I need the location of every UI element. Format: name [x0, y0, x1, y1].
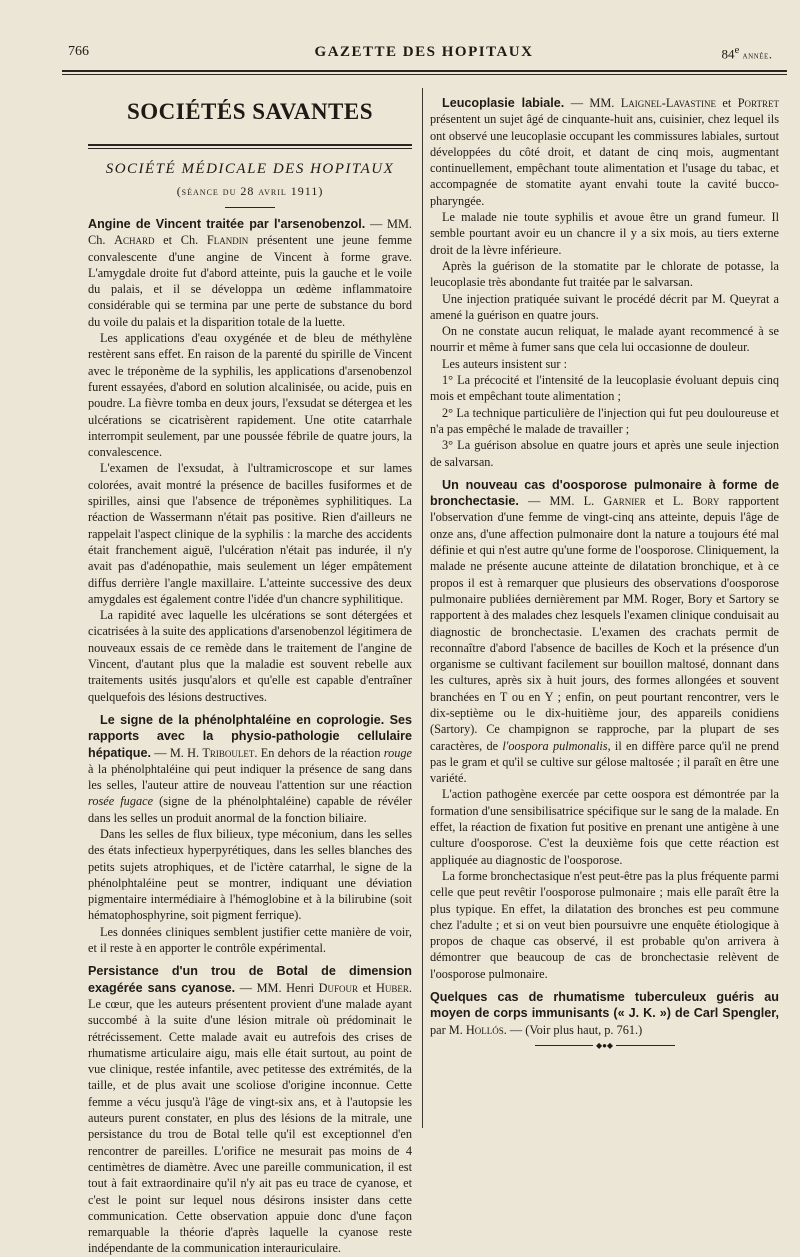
running-header	[60, 44, 788, 64]
end-ornament	[535, 1042, 675, 1050]
page-number: 766	[68, 44, 89, 59]
column-divider	[422, 88, 423, 1128]
author-name: Laignel-Lavastine	[620, 96, 717, 110]
author-name: Hollós	[465, 1022, 504, 1037]
section-rule-thick	[88, 144, 412, 146]
right-column	[430, 88, 779, 1050]
article-title: Persistance d'un trou de Botal de dimension exagérée sans cyanose.	[88, 964, 412, 995]
text-run: , il en diffère parce qu'il ne prend pas le gram et qu'il se cultive sur gélose maltosée ; il paraît en être une variété.	[430, 738, 780, 786]
article-paragraph	[430, 95, 779, 209]
text-run: — MM. L.	[518, 494, 604, 509]
short-rule	[225, 207, 275, 208]
left-column	[88, 90, 412, 1257]
year-word: année	[742, 50, 769, 62]
author-name: Dufour	[318, 980, 359, 995]
ornament-line	[616, 1045, 674, 1046]
text-run: (signe de la phénolphtaléine) capable de révéler dans les selles un produit anormal de la fonction biliaire.	[88, 794, 412, 825]
ornament-dots: ◆●◆	[595, 1040, 614, 1050]
article-phenolphthalein	[88, 712, 412, 956]
session-date: (séance du 28 avril 1911)	[176, 184, 324, 198]
article-title: Quelques cas de rhumatisme tuberculeux guéris au moyen de corps immunisants (« J. K. ») de Carl Spengler,	[430, 990, 779, 1021]
article-paragraph: Le malade nie toute syphilis et avoue être un grand fumeur. Il semble pourtant avoir eu un chancre il y a six mois, au tiers externe droit de la lèvre inférieure.	[430, 210, 779, 257]
italic-term: rosée fugace	[88, 794, 154, 809]
article-tuberculous-rheumatism	[430, 989, 779, 1038]
section-title: SOCIÉTÉS SAVANTES	[126, 99, 374, 124]
text-run: — MM. Henri	[235, 980, 319, 995]
article-botal-foramen	[88, 963, 412, 1256]
text-run: à la phénolphtaléine qui peut indiquer la présence de sang dans les selles, l'auteur attire de nouveau l'attention sur une réaction	[88, 761, 412, 793]
article-paragraph: Les données cliniques semblent justifier cette manière de voir, et il reste à en apporter le contrôle expérimental.	[88, 924, 412, 956]
section-rule-thin	[88, 148, 412, 149]
article-paragraph: Dans les selles de flux bilieux, type méconium, dans les selles des états infectieux hyperpyrétiques, dans les selles blanches des petits sujets atrophiques, et de l'ictère catarrhal, le signe de la phénolphtaléine peut se montrer, indiquant une déviation pigmentaire intermédiaire à l'hémoglobine et à la bilirubine (soit hématophosphyrine, soit pigment ferrique).	[88, 826, 412, 923]
header-rule-thick	[62, 70, 787, 72]
article-paragraph	[430, 989, 779, 1038]
text-run: . Le cœur, que les auteurs présentent provient d'une malade ayant succombé à la suite d'une lésion mitrale où prédominait le rétrécissement. Cette malade avait eu autrefois des crises de rhumatisme articulaire aigu, mais elle était surtout, au point de vue clinique, restée infantile, avec petitesse des extrémités, de la taille, et de plus avait une scoliose d'origine inconnue. Cette femme a vécu jusqu'à l'âge de vingt-six ans, et à l'autopsie les auteurs purent constater, en plus des lésions de la mitrale, une persistance du trou de Botal telle qu'il est exceptionnel d'en rencontrer de pareilles. L'orifice ne mesurait pas moins de 4 centimètres de diamètre. Avec une pareille communication, il est tout à fait extraordinaire qu'il n'y ait pas eu trace de cyanose, et c'est le point sur lequel nous désirons insister dans cette communication. Cette observation appuie donc d'une façon remarquable la théorie d'après laquelle la cyanose reste indépendante de la communication interauriculaire.	[88, 980, 412, 1256]
article-paragraph: La rapidité avec laquelle les ulcérations se sont détergées et cicatrisées à la suite des applications d'arsenobenzol légitimera de nouveaux essais de ce remède dans le traitement de l'angine de Vincent, d'autant plus que la maladie est souvent rebelle aux traitements usités jusqu'alors et qu'elle est capable d'entraîner quelquefois des lésions destructives.	[88, 608, 412, 704]
text-run: — MM. Ch.	[88, 217, 412, 248]
year-number: 84	[721, 46, 735, 62]
article-paragraph: Une injection pratiquée suivant le procédé décrit par M. Queyrat a amené la guérison en quatre jours.	[430, 291, 779, 322]
text-run: rapportent l'observation d'une femme de vingt-cinq ans atteinte, depuis l'âge de onze ans, d'une affection pulmonaire dont la nature a toujours été mal définie et qui n'est autre qu'une forme de l'oosporose. Cliniquement, la malade ne présente aucune atteinte de dilatation bronchique, et à ce propos il est à remarquer que plusieurs des observations d'oosporose pulmonaire publiées dernièrement par MM. Roger, Bory et Sartory se rapportent à des malades chez lesquels l'examen clinique conduisait au diagnostic de bronchectasie. L'examen des crachats permit de reconnaître d'abord l'absence de bacilles de Koch et la présence d'un organisme se cultivant facilement sur bouillon maltosé, donnant dans les cultures, après six à huit jours, des formes allongées et souvent branchées en T ou en Y ; enfin, on peut pourtant rencontrer, vers le dix-septième ou le dix-huitième jour, des appareils conidiens (Sartory). Ce champignon se rapproche, par la plupart de ses caractères, de	[430, 494, 780, 753]
text-run: et	[716, 96, 738, 110]
author-name: Garnier	[603, 494, 646, 509]
author-name: Bory	[692, 494, 720, 509]
article-paragraph: L'action pathogène exercée par cette oospora est démontrée par la formation d'une sensibilisatrice spécifique sur le sang de la malade. En effet, la réaction de fixation fut positive en prenant une antigène à une culture d'oosporose. C'est la deuxième fois que cette réaction est appliquée au diagnostic de l'oosporose.	[430, 787, 779, 867]
article-title: Le signe de la phénolphtaléine en coprologie. Ses rapports avec la physio-pathologie cellulaire hépatique.	[88, 712, 412, 760]
text-run: et	[358, 980, 377, 995]
author-name: Triboulet	[202, 745, 255, 760]
header-rule-thin	[62, 74, 787, 75]
text-run: — M. H.	[150, 745, 203, 760]
article-paragraph	[88, 963, 412, 1256]
list-item: 1° La précocité et l'intensité de la leucoplasie évoluant depuis cinq mois et empêchant toute alimentation ;	[430, 373, 779, 404]
author-name: Portret	[737, 96, 779, 110]
article-paragraph: L'examen de l'exsudat, à l'ultramicroscope et sur lames colorées, avait montré la présence de bacilles fusiformes et de spirilles, ainsi que l'absence de tréponèmes syphilitiques. La réaction de Wassermann n'était pas positive. Rien d'ailleurs ne rappelait l'aspect clinique de la syphilis : la marche des accidents était franchement aiguë, l'ulcération n'était pas indurée, il n'y avait pas d'adénopathie, mais seulement un léger empâtement diffus derrière l'angle maxillaire. L'atteinte successive des deux amygdales est également contre l'idée d'un chancre syphilitique.	[88, 461, 412, 606]
list-item: 2° La technique particulière de l'injection qui fut peu douloureuse et n'a pas empêché le malade de travailler ;	[430, 405, 779, 436]
year-superscript: e	[734, 44, 740, 56]
article-oosporosis	[430, 477, 779, 982]
text-run: et Ch.	[154, 233, 207, 248]
author-name: Huber	[376, 980, 409, 995]
article-paragraph: Après la guérison de la stomatite par le chlorate de potasse, la leucoplasie très abondante fut traitée par le salvarsan.	[430, 258, 779, 290]
article-paragraph	[88, 712, 412, 826]
text-run: . En dehors de la réaction	[254, 745, 384, 760]
article-paragraph	[430, 477, 779, 787]
text-run: présentent une jeune femme convalescente d'une angine de Vincent à forme grave. L'amygdale droite fut d'abord atteinte, puis la gauche et le voile du palais, et il se développa un œdème inflammatoire considérable qui se termina par une perte de substance du bord du voile du palais et la disparition totale de la luette.	[88, 233, 412, 329]
article-paragraph: La forme bronchectasique n'est peut-être pas la plus fréquente parmi celle que peut revêtir l'oosporose pulmonaire ; mais elle paraît être la plus typique. En effet, la dilatation des bronches est peu commune chez l'adulte ; et si on veut bien poursuivre une enquête étiologique à propos de chaque cas observé, il est probable qu'on arrivera à démontrer que beaucoup de cas de bronchectasie relèvent de l'oosporose pulmonaire.	[430, 868, 779, 981]
article-title: Un nouveau cas d'oosporose pulmonaire à forme de bronchectasie.	[430, 477, 779, 509]
article-paragraph: Les applications d'eau oxygénée et de bleu de méthylène restèrent sans effet. En raison de la parenté du spirille de Vincent avec le tréponème de la syphilis, les applications d'arsenobenzol furent essayées, d'abord en solution alcalinisée, ou acide, puis en poudre. La fièvre tomba en deux jours, l'exsudat se détergea et les ulcérations se cicatrisèrent rapidement. Une otite catarrhale interrompit seulement, par une poussée fébrile de quatre jours, la convalescence.	[88, 331, 412, 460]
article-paragraph: Les auteurs insistent sur :	[442, 356, 567, 371]
text-run: et L.	[645, 494, 693, 509]
text-run: présentent un sujet âgé de cinquante-huit ans, cuisinier, chez lequel ils ont observé une leucoplasie occupant les commissures labiales, surtout développées du côté droit, et datant de cinq mois, augmentant continuellement, empêchant toute alimentation et l'usage du tabac, et accompagnée de stomatite ayant envahi toute la cavité bucco-pharyngée.	[430, 112, 779, 208]
article-paragraph	[88, 216, 412, 330]
list-item: 3° La guérison absolue en quatre jours et après une seule injection de salvarsan.	[430, 438, 779, 469]
journal-title: GAZETTE DES HOPITAUX	[314, 44, 534, 60]
text-run: par M.	[430, 1022, 466, 1037]
author-name: Flandin	[206, 233, 249, 248]
article-title: Leucoplasie labiale.	[442, 96, 565, 110]
society-title: SOCIÉTÉ MÉDICALE DES HOPITAUX	[105, 161, 395, 177]
year-label: 84e année.	[721, 44, 772, 62]
author-name: Achard	[114, 233, 155, 248]
italic-term: rouge	[383, 745, 412, 760]
article-paragraph: On ne constate aucun reliquat, le malade ayant recommencé à se nourrir et même à fumer sans que cela lui occasionne de douleur.	[430, 324, 779, 355]
text-run: — MM.	[564, 96, 621, 110]
ornament-line	[535, 1045, 593, 1046]
article-title: Angine de Vincent traitée par l'arsenobenzol.	[88, 217, 366, 231]
article-leucoplasia	[430, 95, 779, 470]
italic-term: l'oospora pulmonalis	[502, 738, 608, 753]
text-run: . — (Voir plus haut, p. 761.)	[503, 1022, 643, 1037]
article-vincent-angina	[88, 216, 412, 705]
